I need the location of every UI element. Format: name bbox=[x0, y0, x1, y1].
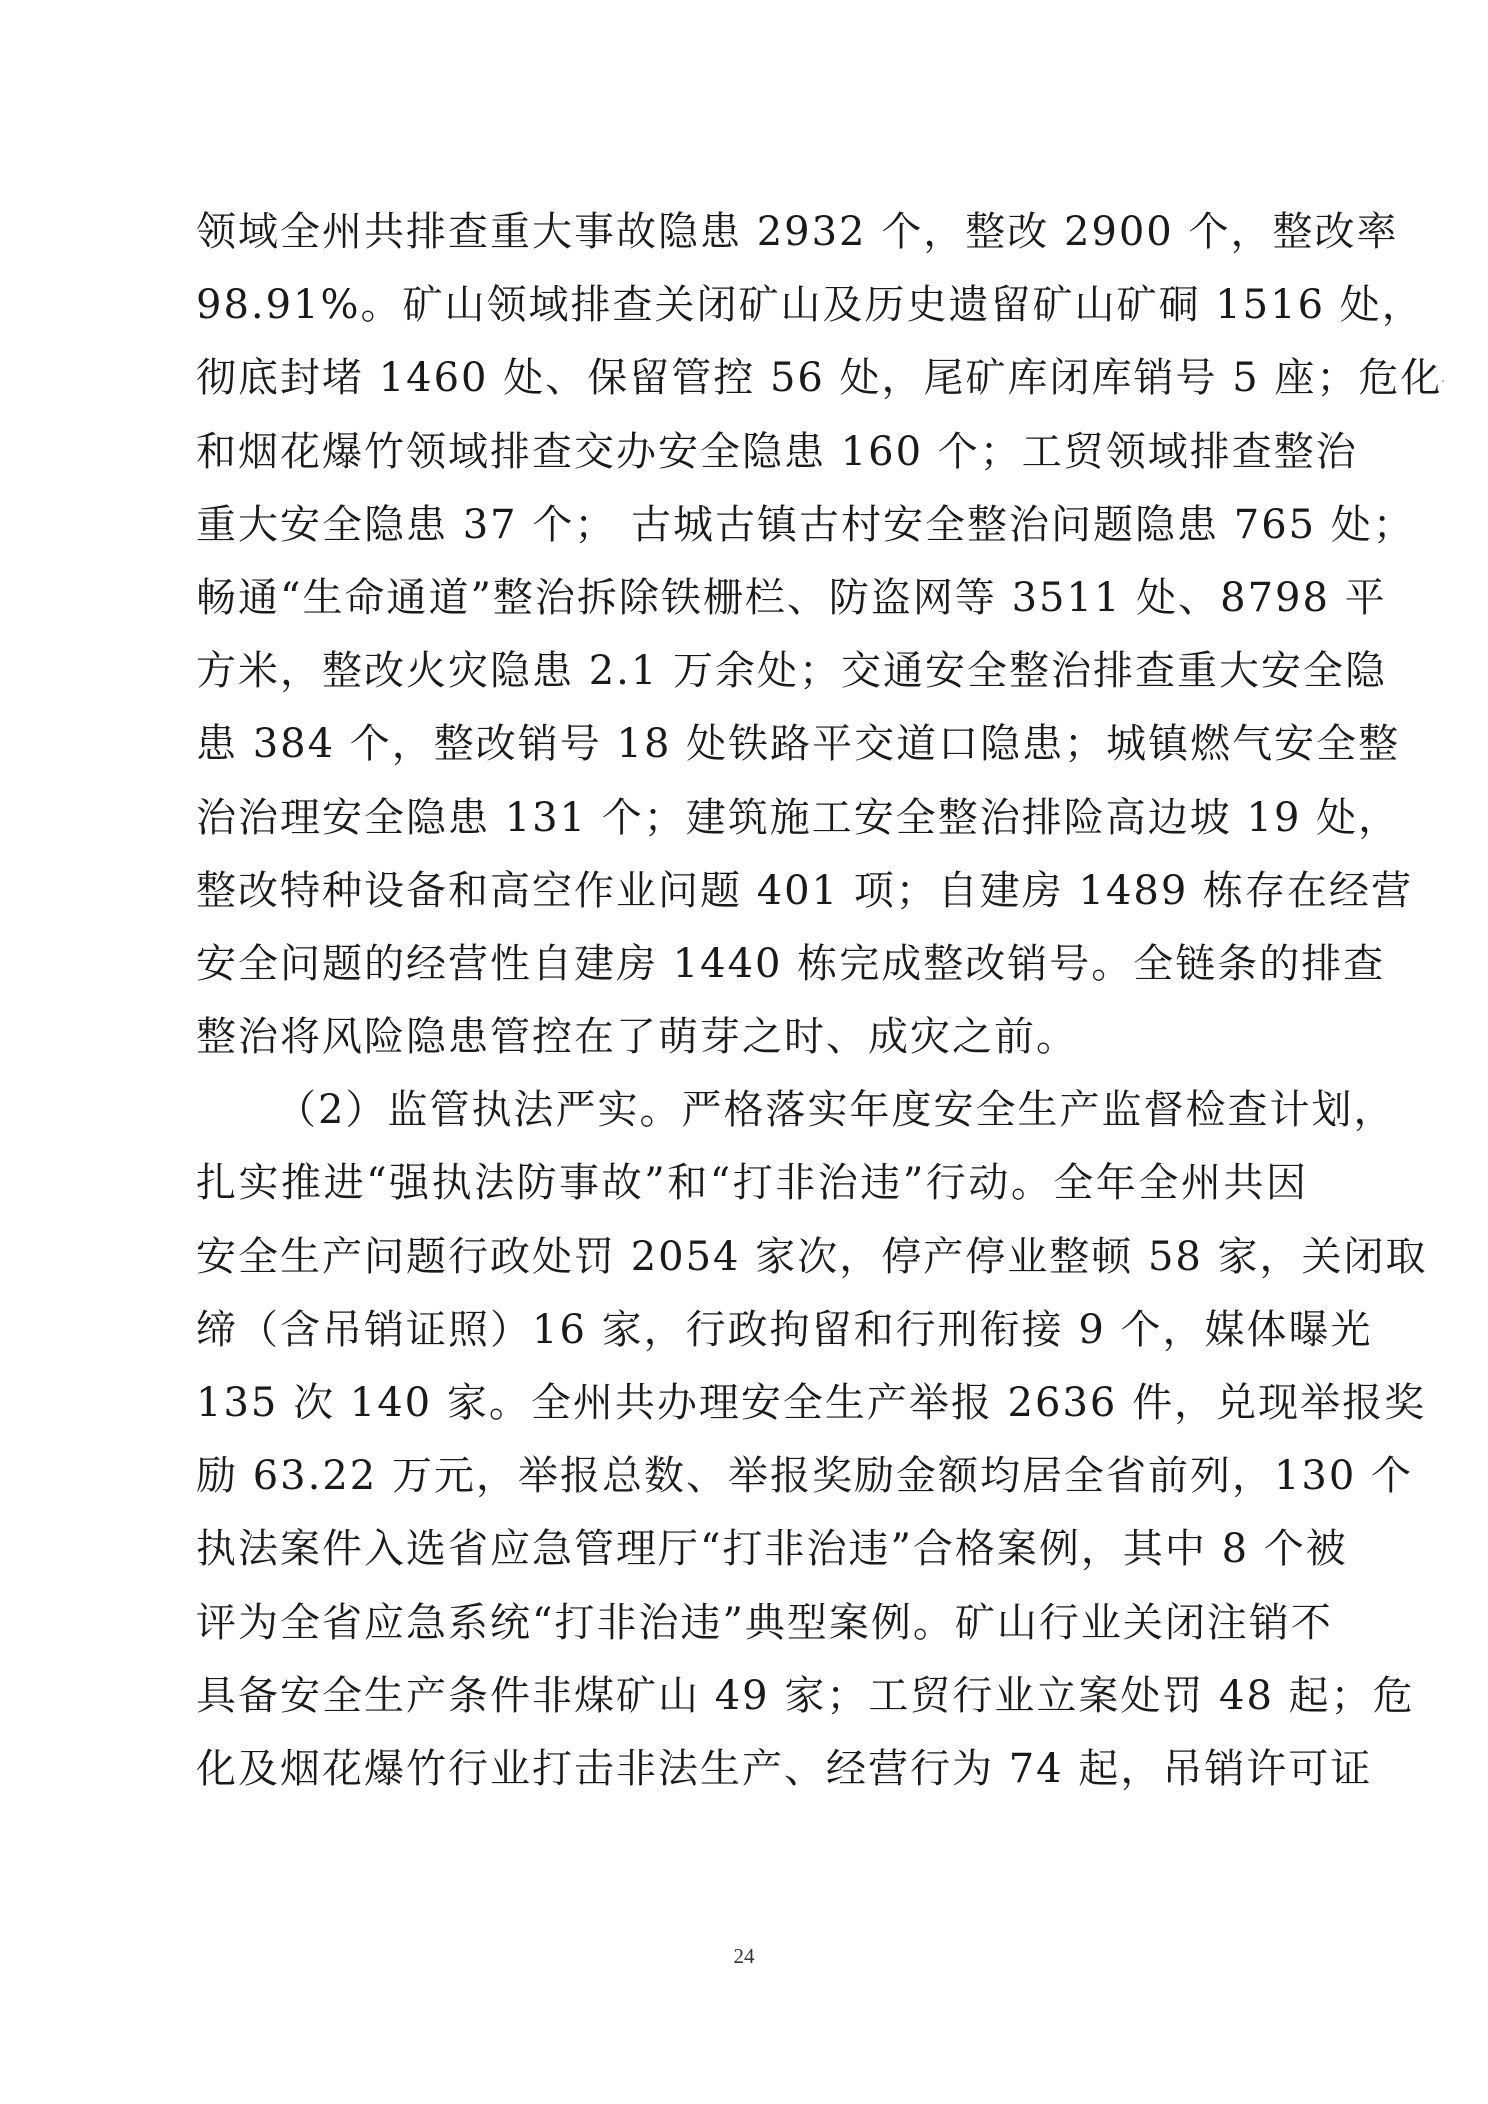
body-text bbox=[196, 196, 1443, 1806]
text-line: 缔（含吊销证照）16 家，行政拘留和行刑衔接 9 个，媒体曝光 bbox=[196, 1306, 1373, 1353]
paragraph-end-line: 整治将风险隐患管控在了萌芽之时、成灾之前。 bbox=[196, 1014, 1078, 1061]
section-heading-line: （2）监管执法严实。严格落实年度安全生产监督检查计划， bbox=[276, 1087, 1396, 1134]
text-line: 重大安全隐患 37 个； 古城古镇古村安全整治问题隐患 765 处； bbox=[196, 501, 1415, 548]
text-line: 扎实推进“强执法防事故”和“打非治违”行动。全年全州共因 bbox=[196, 1160, 1308, 1207]
text-line: 畅通“生命通道”整治拆除铁栅栏、防盗网等 3511 处、8798 平 bbox=[196, 574, 1387, 621]
text-line: 135 次 140 家。全州共办理安全生产举报 2636 件，兑现举报奖 bbox=[196, 1380, 1427, 1426]
text-line: 领域全州共排查重大事故隐患 2932 个，整改 2900 个，整改率 bbox=[196, 209, 1399, 255]
text-line: 化及烟花爆竹行业打击非法生产、经营行为 74 起，吊销许可证 bbox=[196, 1745, 1373, 1792]
page-number: 24 bbox=[733, 1944, 755, 1968]
text-line: 整改特种设备和高空作业问题 401 项；自建房 1489 栋存在经营 bbox=[196, 867, 1414, 914]
text-line: 具备安全生产条件非煤矿山 49 家；工贸行业立案处罚 48 起；危 bbox=[196, 1672, 1415, 1719]
text-line: 和烟花爆竹领域排查交办安全隐患 160 个；工贸领域排查整治 bbox=[196, 428, 1358, 475]
text-line: 安全生产问题行政处罚 2054 家次，停产停业整顿 58 家，关闭取 bbox=[196, 1233, 1428, 1280]
text-line: 执法案件入选省应急管理厅“打非治违”合格案例，其中 8 个被 bbox=[196, 1526, 1348, 1573]
text-line: 励 63.22 万元，举报总数、举报奖励金额均居全省前列，130 个 bbox=[196, 1453, 1414, 1500]
text-line: 彻底封堵 1460 处、保留管控 56 处，尾矿库闭库销号 5 座；危化 bbox=[196, 355, 1443, 402]
text-line: 方米，整改火灾隐患 2.1 万余处；交通安全整治排查重大安全隐 bbox=[196, 648, 1388, 695]
text-line: 98.91%。矿山领域排查关闭矿山及历史遗留矿山矿硐 1516 处， bbox=[196, 282, 1424, 329]
text-line: 安全问题的经营性自建房 1440 栋完成整改销号。全链条的排查 bbox=[196, 940, 1386, 987]
text-line: 患 384 个，整改销号 18 处铁路平交道口隐患；城镇燃气安全整 bbox=[196, 721, 1401, 768]
text-line: 治治理安全隐患 131 个；建筑施工安全整治排险高边坡 19 处， bbox=[196, 794, 1401, 841]
text-line: 评为全省应急系统“打非治违”典型案例。矿山行业关闭注销不 bbox=[196, 1599, 1333, 1646]
scan-speck bbox=[1442, 380, 1444, 382]
